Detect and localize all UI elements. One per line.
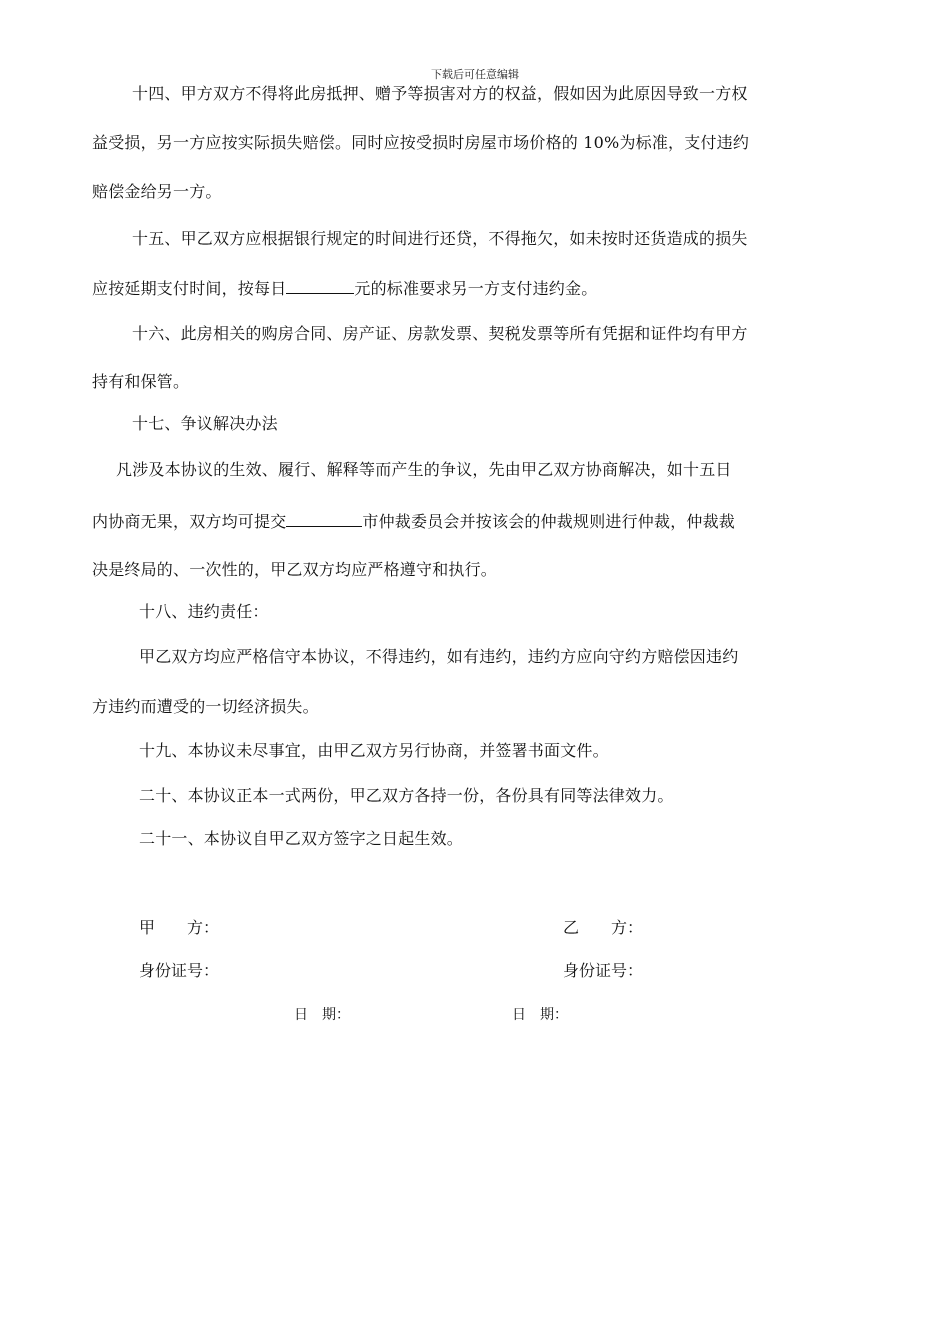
clause-14-line-3: 赔偿金给另一方。 [92,182,222,201]
party-a-label: 甲 方： [139,918,220,937]
clause-15-line-1: 十五、甲乙双方应根据银行规定的时间进行还贷，不得拖欠，如未按时还货造成的损失 [132,229,748,248]
clause-20: 二十、本协议正本一式两份，甲乙双方各持一份，各份具有同等法律效力。 [139,786,674,805]
clause-15-text-before: 应按延期支付时间，按每日 [92,279,287,298]
clause-14-line-1: 十四、甲方双方不得将此房抵押、赠予等损害对方的权益，假如因为此原因导致一方权 [132,84,748,103]
clause-15-line-2 [92,277,872,299]
clause-15-text-after: 元的标准要求另一方支付违约金。 [354,279,598,298]
clause-17-line-1: 凡涉及本协议的生效、履行、解释等而产生的争议，先由甲乙双方协商解决，如十五日 [116,460,732,479]
clause-19: 十九、本协议未尽事宜，由甲乙双方另行协商，并签署书面文件。 [139,741,609,760]
clause-17-line-3: 决是终局的、一次性的，甲乙双方均应严格遵守和执行。 [92,560,498,579]
daily-amount-blank[interactable] [286,277,354,294]
clause-14-line-2: 益受损，另一方应按实际损失赔偿。同时应按受损时房屋市场价格的 10%为标准，支付违约 [92,133,750,152]
party-a-id-label: 身份证号： [139,961,220,980]
clause-17-title: 十七、争议解决办法 [132,414,278,433]
clause-17-text-before: 内协商无果，双方均可提交 [92,512,287,531]
party-a-date-label: 日 期： [294,1007,350,1023]
clause-17-text-after: 市仲裁委员会并按该会的仲裁规则进行仲裁，仲裁裁 [362,512,736,531]
clause-21: 二十一、本协议自甲乙双方签字之日起生效。 [139,829,464,848]
page-header-note: 下载后可任意编辑 [431,68,519,81]
arbitration-city-blank[interactable] [286,510,362,527]
clause-18-line-2: 方违约而遭受的一切经济损失。 [92,697,319,716]
party-b-date-label: 日 期： [512,1007,568,1023]
clause-18-title: 十八、违约责任： [139,602,269,621]
clause-16-line-2: 持有和保管。 [92,372,190,391]
party-b-label: 乙 方： [563,918,644,937]
party-b-id-label: 身份证号： [563,961,644,980]
clause-18-line-1: 甲乙双方均应严格信守本协议，不得违约，如有违约，违约方应向守约方赔偿因违约 [139,647,739,666]
clause-16-line-1: 十六、此房相关的购房合同、房产证、房款发票、契税发票等所有凭据和证件均有甲方 [132,324,748,343]
clause-17-line-2 [92,510,872,532]
